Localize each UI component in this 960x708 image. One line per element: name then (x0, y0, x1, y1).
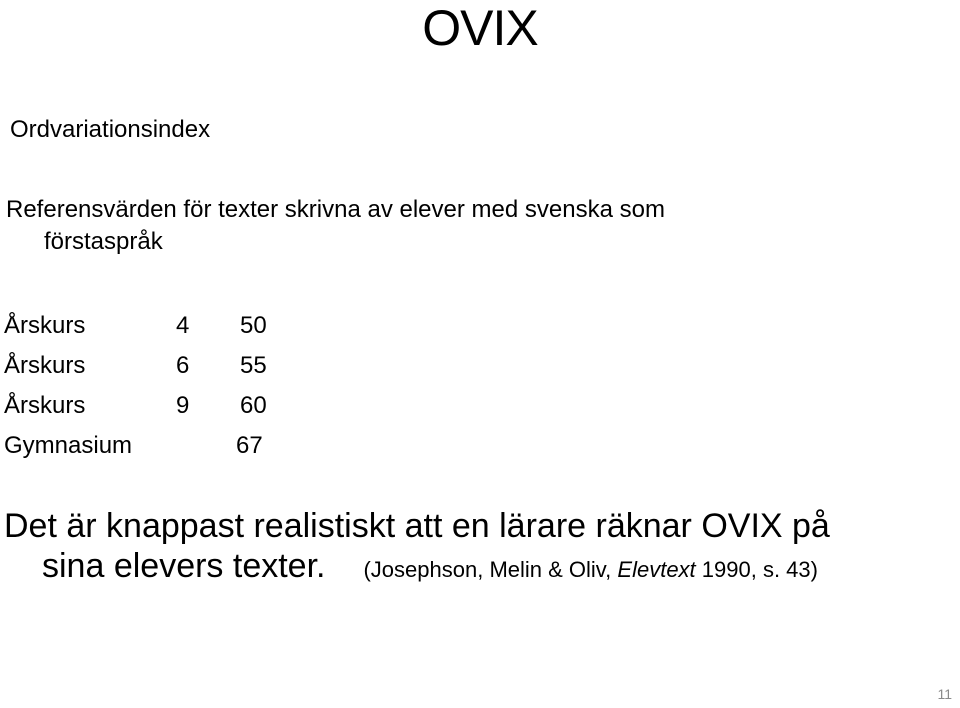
conclusion-line-2 (4, 546, 830, 590)
reference-heading (6, 194, 846, 258)
row-label: Gymnasium (4, 432, 133, 459)
row-grade: 4 (176, 312, 190, 339)
conclusion-line-1: Det är knappast realistiskt att en lärare räknar OVIX på (4, 507, 830, 545)
citation (363, 557, 818, 582)
reference-line-1: Referensvärden för texter skrivna av elever med svenska som (6, 196, 665, 223)
citation-suffix: 1990, s. 43) (695, 557, 818, 582)
row-label: Årskurs (4, 312, 86, 339)
slide-title (0, 0, 960, 56)
row-value: 67 (236, 432, 263, 459)
row-label: Årskurs (4, 352, 86, 379)
row-grade: 6 (176, 352, 190, 379)
page-number: 11 (937, 686, 952, 702)
row-grade: 9 (176, 392, 190, 419)
conclusion-line-2-text: sina elevers texter. (42, 547, 326, 585)
row-label: Årskurs (4, 392, 86, 419)
subtitle: Ordvariationsindex (10, 116, 211, 143)
citation-prefix: (Josephson, Melin & Oliv, (363, 557, 618, 582)
reference-line-2: förstaspråk (44, 228, 163, 255)
slide-title-text: OVIX (422, 0, 538, 56)
row-value: 50 (240, 312, 267, 339)
row-value: 55 (240, 352, 267, 379)
conclusion (4, 506, 830, 590)
row-value: 60 (240, 392, 267, 419)
citation-title: Elevtext (617, 557, 696, 582)
